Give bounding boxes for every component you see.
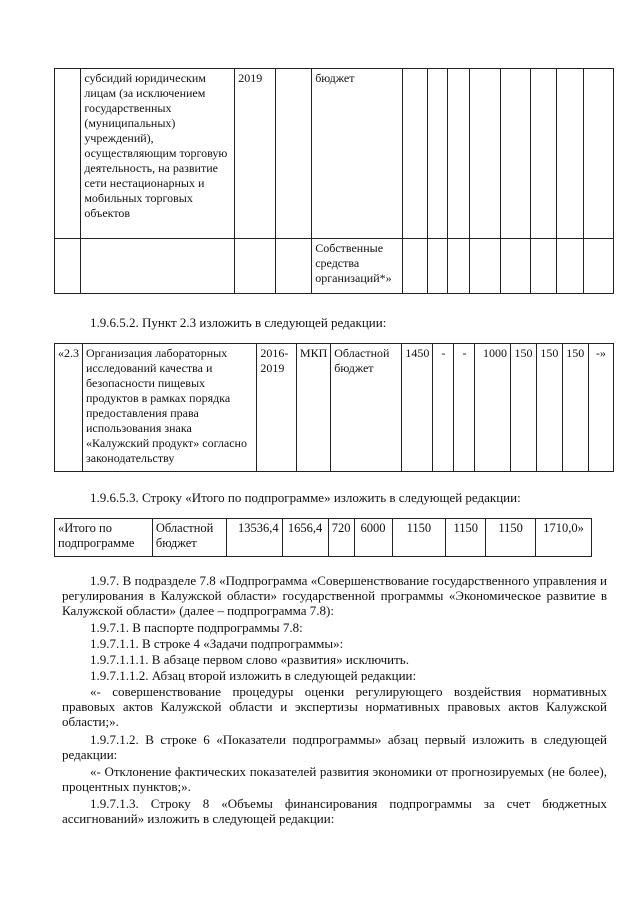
itogo-label: «Итого по подпрограмме bbox=[55, 519, 153, 557]
value-cell: - bbox=[433, 344, 454, 472]
period-cell: 2016-2019 bbox=[257, 344, 297, 472]
value-cell: 6000 bbox=[354, 519, 392, 557]
value-cell: -» bbox=[588, 344, 613, 472]
table-item-2-3 bbox=[54, 343, 614, 472]
executor-cell: МКП bbox=[296, 344, 330, 472]
value-cell: 720 bbox=[328, 519, 354, 557]
source-cell: Собственные средства организаций*» bbox=[312, 239, 403, 294]
paragraph-1-9-7-1-1: 1.9.7.1.1. В строке 4 «Задачи подпрограммы»: bbox=[90, 636, 344, 651]
total-cell: 1450 bbox=[402, 344, 433, 472]
paragraph-quote-2: «- Отклонение фактических показателей развития экономики от прогнозируемых (не более), процентных пунктов;». bbox=[62, 764, 607, 794]
measure-name: субсидий юридическим лицам (за исключением государственных (муниципальных) учреждений), осуществляющим торговую деятельность, на развитие сети нестационарных и мобильных торговых объектов bbox=[81, 69, 235, 239]
value-cell: 1150 bbox=[392, 519, 446, 557]
source-cell: Областной бюджет bbox=[331, 344, 402, 472]
value-cell: 1656,4 bbox=[282, 519, 328, 557]
row-number: «2.3 bbox=[55, 344, 83, 472]
item-2-3-heading: 1.9.6.5.2. Пункт 2.3 изложить в следующей редакции: bbox=[90, 315, 387, 330]
value-cell: 150 bbox=[536, 344, 562, 472]
table-row bbox=[55, 344, 614, 472]
table-itogo bbox=[54, 518, 592, 557]
paragraph-1-9-7: 1.9.7. В подразделе 7.8 «Подпрограмма «Совершенствование государственного управления и регулирования в Калужской области» государственной программы «Экономическое развитие в Калужской области» (далее – подпрограмма 7.8): bbox=[62, 573, 607, 618]
table-row bbox=[55, 69, 614, 239]
table-continuation bbox=[54, 68, 614, 294]
paragraph-1-9-7-1: 1.9.7.1. В паспорте подпрограммы 7.8: bbox=[90, 620, 303, 635]
value-cell: 150 bbox=[562, 344, 588, 472]
paragraph-1-9-7-1-2: 1.9.7.1.2. В строке 6 «Показатели подпрограммы» абзац первый изложить в следующей редакции: bbox=[62, 732, 607, 762]
table-row bbox=[55, 519, 592, 557]
value-cell: 1150 bbox=[446, 519, 486, 557]
measure-name: Организация лабораторных исследований качества и безопасности пищевых продуктов в рамках порядка предоставления права использования знака «Калужский продукт» согласно законодательству bbox=[83, 344, 257, 472]
source-cell: Областной бюджет bbox=[152, 519, 226, 557]
total-cell: 13536,4 bbox=[226, 519, 282, 557]
value-cell: 150 bbox=[511, 344, 537, 472]
value-cell: 1710,0» bbox=[536, 519, 592, 557]
paragraph-quote-1: «- совершенствование процедуры оценки регулирующего воздействия нормативных правовых актов Калужской области и экспертизы нормативных правовых актов Калужской области;». bbox=[62, 684, 607, 729]
value-cell: - bbox=[454, 344, 475, 472]
paragraph-1-9-7-1-1-2: 1.9.7.1.1.2. Абзац второй изложить в следующей редакции: bbox=[90, 668, 417, 683]
itogo-heading: 1.9.6.5.3. Строку «Итого по подпрограмме» изложить в следующей редакции: bbox=[90, 490, 521, 505]
value-cell: 1150 bbox=[486, 519, 536, 557]
table-row bbox=[55, 239, 614, 294]
year-cell: 2019 bbox=[235, 69, 276, 239]
value-cell: 1000 bbox=[475, 344, 511, 472]
source-cell: бюджет bbox=[312, 69, 403, 239]
paragraph-1-9-7-1-3: 1.9.7.1.3. Строку 8 «Объемы финансирования подпрограммы за счет бюджетных ассигнований» изложить в следующей редакции: bbox=[62, 796, 607, 826]
paragraph-1-9-7-1-1-1: 1.9.7.1.1.1. В абзаце первом слово «развития» исключить. bbox=[90, 652, 409, 667]
